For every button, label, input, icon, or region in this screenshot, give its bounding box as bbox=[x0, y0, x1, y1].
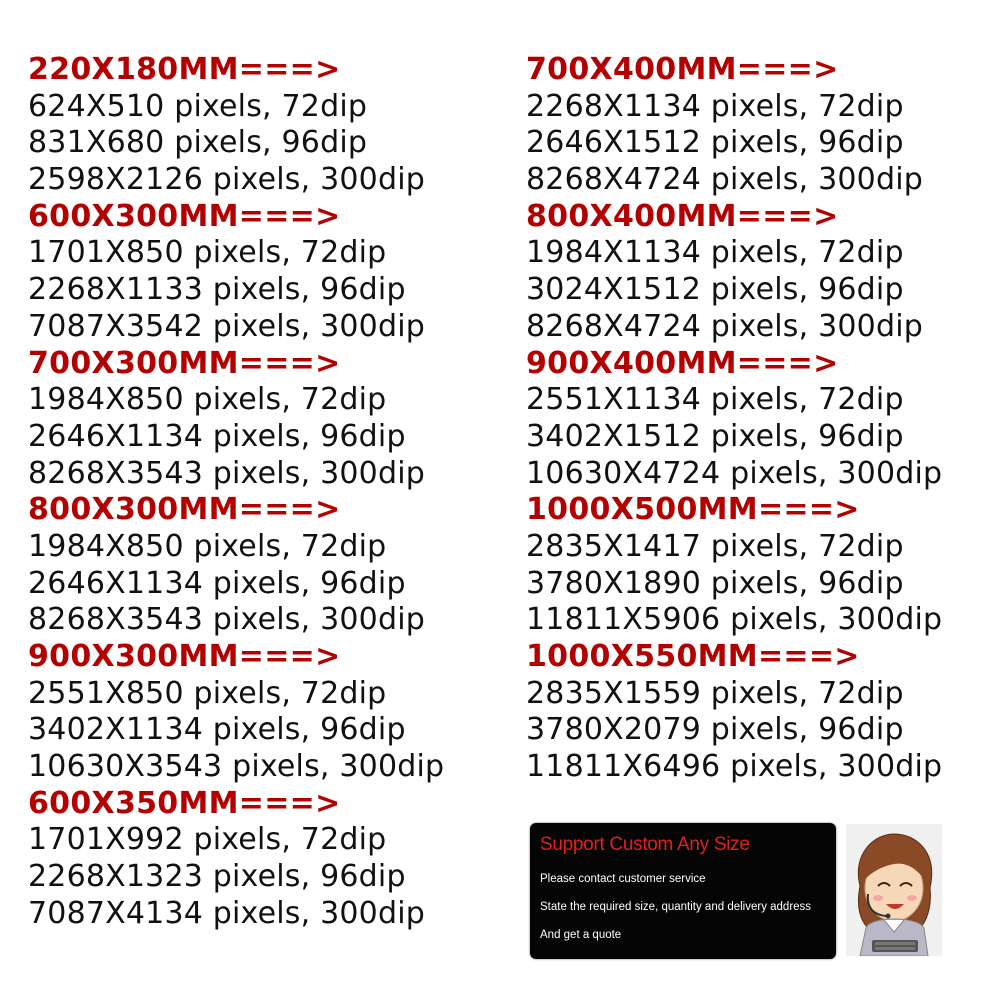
pixel-spec-line: 1984X850 pixels, 72dip bbox=[28, 382, 387, 418]
size-group bbox=[28, 199, 444, 346]
pixel-spec-line: 2835X1559 pixels, 72dip bbox=[526, 675, 904, 711]
size-heading: 800X300MM===> bbox=[28, 492, 341, 528]
size-heading: 900X300MM===> bbox=[28, 639, 341, 674]
size-group bbox=[526, 199, 942, 346]
pixel-spec-line: 2835X1417 pixels, 72dip bbox=[526, 528, 904, 564]
custom-size-card bbox=[530, 823, 836, 959]
pixel-spec-line: 2646X1134 pixels, 96dip bbox=[28, 418, 406, 454]
custom-card-line-quote: And get a quote bbox=[540, 929, 622, 941]
pixel-spec-line: 3780X2079 pixels, 96dip bbox=[526, 712, 904, 748]
size-heading: 700X400MM===> bbox=[526, 52, 839, 87]
pixel-spec-line: 3024X1512 pixels, 96dip bbox=[526, 272, 904, 308]
pixel-spec-line: 2598X2126 pixels, 300dip bbox=[28, 162, 425, 198]
right-size-column bbox=[526, 52, 942, 786]
size-heading: 220X180MM===> bbox=[28, 52, 341, 87]
pixel-spec-line: 2646X1512 pixels, 96dip bbox=[526, 125, 904, 161]
pixel-spec-line: 7087X3542 pixels, 300dip bbox=[28, 308, 425, 344]
size-heading: 900X400MM===> bbox=[526, 345, 839, 381]
pixel-spec-line: 8268X4724 pixels, 300dip bbox=[526, 162, 923, 198]
pixel-spec-line: 8268X4724 pixels, 300dip bbox=[526, 308, 923, 344]
pixel-spec-line: 2646X1134 pixels, 96dip bbox=[28, 565, 406, 601]
pixel-spec-line: 3780X1890 pixels, 96dip bbox=[526, 565, 904, 601]
size-group bbox=[28, 639, 444, 786]
pixel-spec-line: 3402X1134 pixels, 96dip bbox=[28, 712, 406, 748]
size-heading: 1000X550MM===> bbox=[526, 639, 860, 674]
pixel-spec-line: 10630X4724 pixels, 300dip bbox=[526, 455, 943, 491]
size-heading: 700X300MM===> bbox=[28, 345, 341, 381]
pixel-spec-line: 2268X1323 pixels, 96dip bbox=[28, 859, 406, 895]
size-heading: 800X400MM===> bbox=[526, 198, 839, 234]
pixel-spec-line: 2551X850 pixels, 72dip bbox=[28, 675, 387, 711]
size-group bbox=[526, 52, 942, 199]
size-group bbox=[28, 346, 444, 493]
pixel-spec-line: 2268X1134 pixels, 72dip bbox=[526, 88, 904, 124]
pixel-spec-line: 1701X992 pixels, 72dip bbox=[28, 822, 387, 858]
pixel-spec-line: 1984X1134 pixels, 72dip bbox=[526, 235, 904, 271]
size-group bbox=[28, 492, 444, 639]
pixel-spec-line: 1701X850 pixels, 72dip bbox=[28, 235, 387, 271]
size-heading: 1000X500MM===> bbox=[526, 492, 860, 528]
pixel-spec-line: 1984X850 pixels, 72dip bbox=[28, 528, 387, 564]
pixel-spec-line: 624X510 pixels, 72dip bbox=[28, 88, 368, 124]
size-group bbox=[526, 492, 942, 639]
size-group bbox=[526, 639, 942, 786]
left-size-column bbox=[28, 52, 444, 933]
avatar-illustration bbox=[846, 824, 942, 956]
size-heading: 600X350MM===> bbox=[28, 785, 341, 821]
pixel-spec-line: 2551X1134 pixels, 72dip bbox=[526, 382, 904, 418]
pixel-spec-line: 11811X6496 pixels, 300dip bbox=[526, 749, 943, 785]
custom-card-line-requirements: State the required size, quantity and delivery address bbox=[540, 901, 812, 913]
pixel-spec-line: 3402X1512 pixels, 96dip bbox=[526, 418, 904, 454]
size-group bbox=[28, 52, 444, 199]
pixel-spec-line: 8268X3543 pixels, 300dip bbox=[28, 455, 425, 491]
custom-card-title: Support Custom Any Size bbox=[540, 834, 750, 855]
size-group bbox=[526, 346, 942, 493]
size-heading: 600X300MM===> bbox=[28, 198, 341, 234]
pixel-spec-line: 8268X3543 pixels, 300dip bbox=[28, 602, 425, 638]
pixel-spec-line: 7087X4134 pixels, 300dip bbox=[28, 895, 425, 931]
customer-service-girl-icon bbox=[846, 824, 942, 956]
custom-card-line-contact: Please contact customer service bbox=[540, 873, 706, 885]
pixel-spec-line: 11811X5906 pixels, 300dip bbox=[526, 602, 943, 638]
pixel-spec-line: 10630X3543 pixels, 300dip bbox=[28, 749, 445, 785]
pixel-spec-line: 2268X1133 pixels, 96dip bbox=[28, 272, 406, 308]
pixel-spec-line: 831X680 pixels, 96dip bbox=[28, 125, 368, 161]
size-group bbox=[28, 786, 444, 933]
